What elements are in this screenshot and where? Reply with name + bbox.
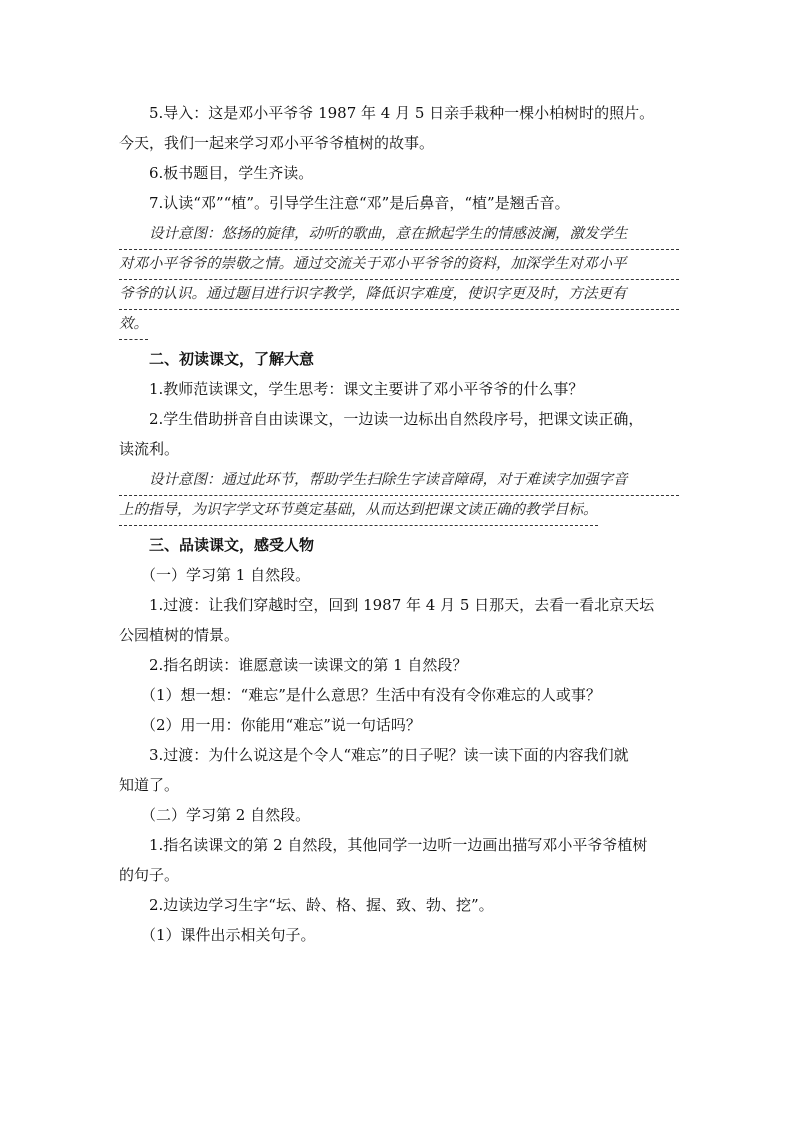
text-line: 1.过渡：让我们穿越时空，回到 1987 年 4 月 5 日那天，去看一看北京天坛 bbox=[149, 596, 655, 614]
paragraph-learn-chars bbox=[119, 890, 679, 920]
paragraph-step6 bbox=[119, 158, 679, 188]
text-line: 2.指名朗读：谁愿意读一读课文的第 1 自然段？ bbox=[149, 656, 468, 674]
paragraph-transition-2 bbox=[119, 740, 679, 770]
paragraph-read-aloud bbox=[119, 650, 679, 680]
text-line: 1.指名读课文的第 2 自然段，其他同学一边听一边画出描写邓小平爷爷植树 bbox=[149, 836, 648, 854]
paragraph-intro bbox=[119, 98, 679, 128]
design-line: 爷爷的认识。通过题目进行识字教学，降低识字难度，使识字更及时，方法更有 bbox=[119, 280, 679, 310]
design-intent-2 bbox=[119, 466, 679, 526]
paragraph-read-1 bbox=[119, 374, 679, 404]
text-line: 2.学生借助拼音自由读课文，一边读一边标出自然段序号，把课文读正确， bbox=[149, 410, 644, 428]
text-line: 的句子。 bbox=[119, 866, 180, 884]
paragraph-read-para2-cont bbox=[119, 860, 679, 890]
design-line: 设计意图：悠扬的旋律，动听的歌曲，意在掀起学生的情感波澜，激发学生 bbox=[119, 220, 679, 250]
text-line: 3.过渡：为什么说这是个令人“难忘”的日子呢？读一读下面的内容我们就 bbox=[149, 746, 629, 764]
subsection-1: （一）学习第 1 自然段。 bbox=[141, 566, 311, 584]
text-line: 1.教师范读课文，学生思考：课文主要讲了邓小平爷爷的什么事？ bbox=[149, 380, 584, 398]
design-line: 对邓小平爷爷的崇敬之情。通过交流关于邓小平爷爷的资料，加深学生对邓小平 bbox=[119, 250, 679, 280]
design-intent-1 bbox=[119, 220, 679, 340]
paragraph-think bbox=[119, 680, 679, 710]
text-line: 读流利。 bbox=[119, 440, 180, 458]
paragraph-transition-2-cont bbox=[119, 770, 679, 800]
paragraph-show-sentences bbox=[119, 920, 679, 950]
text-line: 5.导入：这是邓小平爷爷 1987 年 4 月 5 日亲手栽种一棵小柏树时的照片。 bbox=[149, 104, 655, 122]
paragraph-transition-1 bbox=[119, 590, 679, 620]
paragraph-read-para2 bbox=[119, 830, 679, 860]
subsection-2: （二）学习第 2 自然段。 bbox=[141, 806, 311, 824]
paragraph-read-2 bbox=[119, 404, 679, 434]
design-line: 上的指导，为识字学文环节奠定基础，从而达到把课文读正确的教学目标。 bbox=[119, 496, 598, 526]
document-page bbox=[119, 98, 679, 950]
text-line: 7.认读“邓”“植”。引导学生注意“邓”是后鼻音，“植”是翘舌音。 bbox=[149, 194, 570, 212]
text-line: （2）用一用：你能用“难忘”说一句话吗？ bbox=[141, 716, 421, 734]
text-line: 知道了。 bbox=[119, 776, 180, 794]
text-line: 6.板书题目，学生齐读。 bbox=[149, 164, 314, 182]
text-line: 公园植树的情景。 bbox=[119, 626, 240, 644]
section-heading-3: 三、品读课文，感受人物 bbox=[149, 536, 315, 554]
design-line: 设计意图：通过此环节，帮助学生扫除生字读音障碍，对于难读字加强字音 bbox=[119, 466, 679, 496]
text-line: （1）课件出示相关句子。 bbox=[141, 926, 316, 944]
paragraph-read-2-cont bbox=[119, 434, 679, 464]
text-line: 今天，我们一起来学习邓小平爷爷植树的故事。 bbox=[119, 134, 435, 152]
paragraph-transition-1-cont bbox=[119, 620, 679, 650]
section-heading-2: 二、初读课文，了解大意 bbox=[149, 350, 315, 368]
paragraph-step7 bbox=[119, 188, 679, 218]
text-line: （1）想一想：“难忘”是什么意思？生活中有没有令你难忘的人或事？ bbox=[141, 686, 601, 704]
paragraph-intro-cont bbox=[119, 128, 679, 158]
paragraph-use bbox=[119, 710, 679, 740]
text-line: 2.边读边学习生字“坛、龄、格、握、致、勃、挖”。 bbox=[149, 896, 494, 914]
design-line: 效。 bbox=[119, 310, 148, 340]
